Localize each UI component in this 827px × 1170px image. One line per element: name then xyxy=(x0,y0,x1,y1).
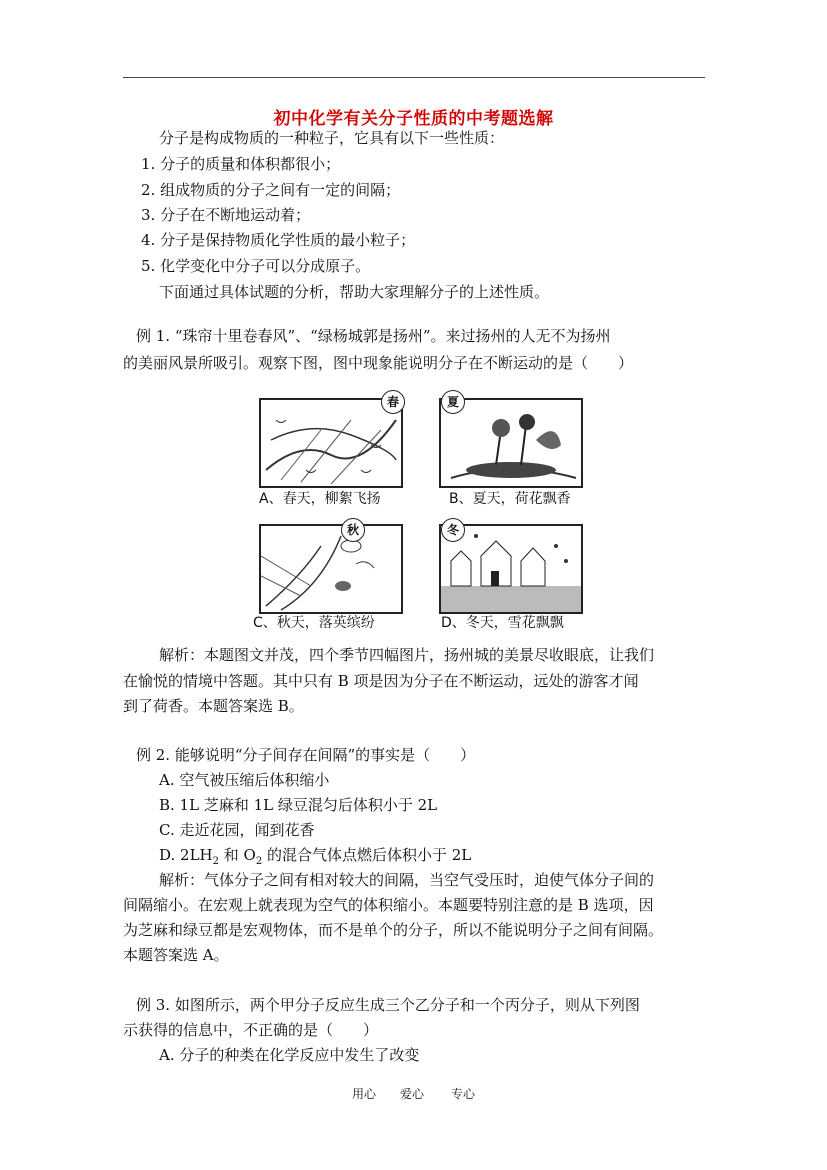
example1-analysis: 到了荷香。本题答案选 B。 xyxy=(123,697,304,715)
falling-leaves-illustration xyxy=(261,526,401,612)
caption-c: C、秋天，落英缤纷 xyxy=(253,615,375,631)
footer-text: 用心 xyxy=(352,1087,377,1101)
spring-badge: 春 xyxy=(381,390,405,414)
example2-option: A. 空气被压缩后体积缩小 xyxy=(159,771,330,789)
header-rule xyxy=(123,77,705,78)
example2-analysis: 为芝麻和绿豆都是宏观物体，而不是单个的分子，所以不能说明分子之间有间隔。 xyxy=(123,921,664,939)
summer-badge: 夏 xyxy=(441,390,465,414)
property-item: 4. 分子是保持物质化学性质的最小粒子； xyxy=(141,231,416,249)
footer-text: 爱心 xyxy=(400,1087,425,1101)
example1-analysis: 解析：本题图文并茂，四个季节四幅图片，扬州城的美景尽收眼底，让我们 xyxy=(159,646,655,664)
property-item: 1. 分子的质量和体积都很小； xyxy=(141,155,341,173)
example1-question: 的美丽风景所吸引。观察下图，图中现象能说明分子在不断运动的是（ ） xyxy=(123,354,634,372)
example3-option: A. 分子的种类在化学反应中发生了改变 xyxy=(159,1046,420,1064)
example1-analysis: 在愉悦的情境中答题。其中只有 B 项是因为分子在不断运动，远处的游客才闻 xyxy=(123,672,639,690)
example3-question: 例 3. 如图所示，两个甲分子反应生成三个乙分子和一个丙分子，则从下列图 xyxy=(136,996,640,1014)
spring-panel xyxy=(259,398,403,488)
page-title: 初中化学有关分子性质的中考题选解 xyxy=(273,109,554,129)
caption-d: D、冬天，雪花飘飘 xyxy=(441,615,564,631)
example2-option: C. 走近花园，闻到花香 xyxy=(159,821,315,839)
autumn-badge: 秋 xyxy=(341,518,365,542)
footer-text: 专心 xyxy=(451,1087,476,1101)
willow-catkins-illustration xyxy=(261,400,401,486)
lotus-illustration xyxy=(441,400,581,486)
seasons-figure xyxy=(243,390,573,630)
autumn-panel xyxy=(259,524,403,614)
caption-b: B、夏天，荷花飘香 xyxy=(449,491,571,507)
example2-option-d: D. $2LH_2$ 和 $O_2$ 的混合气体点燃后体积小于 2L xyxy=(159,846,472,867)
example3-question: 示获得的信息中，不正确的是（ ） xyxy=(123,1021,379,1039)
caption-a: A、春天，柳絮飞扬 xyxy=(259,491,381,507)
intro-text: 分子是构成物质的一种粒子，它具有以下一些性质： xyxy=(159,129,505,147)
lead-text: 下面通过具体试题的分析，帮助大家理解分子的上述性质。 xyxy=(159,283,550,301)
property-item: 2. 组成物质的分子之间有一定的间隔； xyxy=(141,181,401,199)
winter-badge: 冬 xyxy=(441,518,465,542)
snow-city-illustration xyxy=(441,526,581,612)
example2-analysis: 本题答案选 A。 xyxy=(123,946,229,964)
property-item: 3. 分子在不断地运动着； xyxy=(141,206,311,224)
example2-analysis: 解析：气体分子之间有相对较大的间隔，当空气受压时，迫使气体分子间的 xyxy=(159,871,655,889)
property-item: 5. 化学变化中分子可以分成原子。 xyxy=(141,257,371,275)
example2-option: B. 1L 芝麻和 1L 绿豆混匀后体积小于 2L xyxy=(159,796,438,814)
example2-question: 例 2. 能够说明“分子间存在间隔”的事实是（ ） xyxy=(136,746,476,764)
example2-analysis: 间隔缩小。在宏观上就表现为空气的体积缩小。本题要特别注意的是 B 选项，因 xyxy=(123,896,654,914)
example1-question: 例 1. “珠帘十里卷春风”、“绿杨城郭是扬州”。来过扬州的人无不为扬州 xyxy=(136,327,611,345)
summer-panel xyxy=(439,398,583,488)
